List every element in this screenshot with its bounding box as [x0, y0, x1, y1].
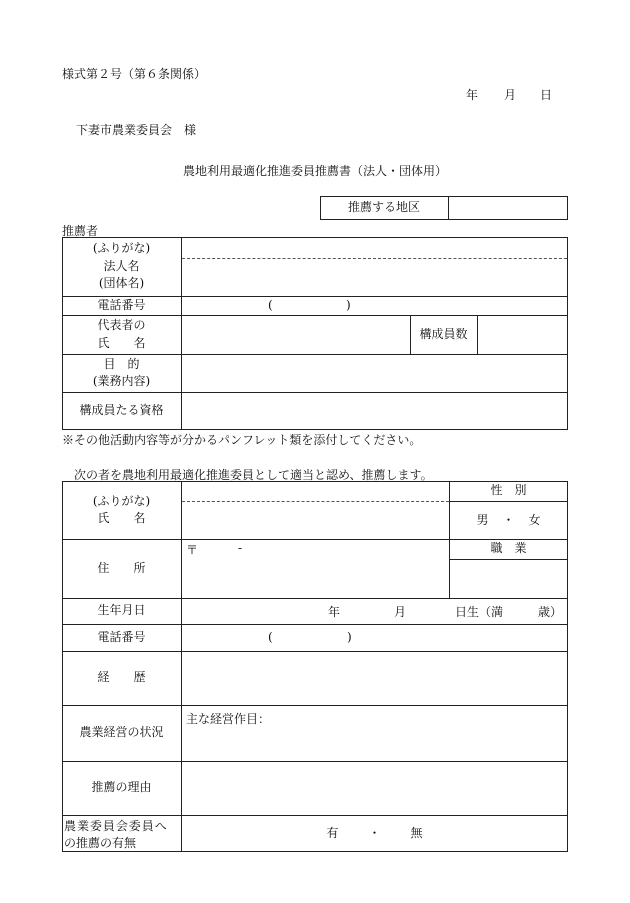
corp-furigana-label: (ふりがな) — [92, 241, 151, 256]
birth-year-label: 年 — [328, 605, 341, 619]
nominee-furigana-field[interactable] — [182, 482, 449, 501]
nominee-name-text: 氏 名 — [97, 511, 146, 525]
address-field[interactable] — [182, 558, 449, 598]
committee-nomination-label — [64, 818, 168, 853]
qualification-field[interactable] — [182, 393, 567, 430]
recommender-phone-label: 電話番号 — [97, 297, 146, 312]
nominee-name-label — [62, 481, 181, 539]
form-number: 様式第２号（第６条関係） — [62, 67, 207, 81]
nominee-intro: 次の者を農地利用最適化推進委員として適当と認め、推薦します。 — [74, 468, 433, 482]
date-year-label: 年 — [466, 88, 479, 102]
district-value-field[interactable] — [449, 197, 567, 219]
nominee-furigana-label: (ふりがな) — [92, 493, 151, 508]
corp-name-label — [62, 237, 181, 296]
recommender-section-label: 推薦者 — [62, 224, 99, 238]
reason-field[interactable] — [182, 762, 567, 815]
representative-name-field[interactable] — [182, 316, 410, 354]
postal-dash: - — [238, 541, 243, 555]
committee-nomination-label-line2: の推薦の有無 — [64, 836, 137, 851]
nomination-separator: ・ — [368, 825, 381, 840]
career-field[interactable] — [182, 652, 567, 705]
nominee-name-field[interactable] — [182, 502, 449, 539]
nominee-phone-open: ( — [268, 630, 273, 644]
birth-age-label: 歳） — [538, 605, 563, 619]
corp-name-text: 法人名 — [103, 258, 140, 273]
members-count-label: 構成員数 — [419, 326, 468, 341]
recommender-phone-open: ( — [268, 298, 273, 312]
committee-nomination-options — [182, 815, 567, 852]
qualification-label: 構成員たる資格 — [79, 403, 164, 418]
occupation-label: 職 業 — [490, 541, 527, 556]
birthdate-label: 生年月日 — [97, 603, 146, 618]
postal-mark: 〒 — [186, 543, 199, 557]
nomination-no-option[interactable]: 無 — [410, 825, 423, 840]
purpose-label — [62, 354, 181, 392]
recipient: 下妻市農業委員会 様 — [76, 123, 197, 137]
nominee-phone-close: ) — [347, 630, 352, 644]
main-crops-label: 主な経営作目： — [186, 712, 271, 726]
purpose-label-line2: (業務内容) — [92, 374, 151, 388]
members-count-field[interactable] — [478, 316, 567, 354]
document-title: 農地利用最適化推進委員推薦書（法人・団体用） — [182, 164, 447, 178]
gender-options — [449, 502, 568, 539]
committee-nomination-label-line1: 農業委員会委員へ — [64, 819, 168, 833]
birth-day-label: 日生（満 — [455, 605, 504, 619]
corp-furigana-field[interactable] — [182, 238, 567, 258]
representative-label-line2: 氏 名 — [97, 335, 146, 350]
nomination-yes-option[interactable]: 有 — [326, 825, 339, 840]
farming-status-label: 農業経営の状況 — [79, 725, 164, 740]
purpose-label-line1: 目 的 — [103, 356, 140, 371]
gender-separator: ・ — [502, 512, 515, 527]
representative-label-line1: 代表者の — [97, 318, 146, 333]
recommender-phone-close: ) — [346, 298, 351, 312]
gender-label: 性 別 — [490, 483, 527, 498]
representative-label — [62, 315, 181, 354]
occupation-field[interactable] — [450, 560, 568, 598]
gender-female-option[interactable]: 女 — [528, 512, 541, 527]
address-label: 住 所 — [97, 560, 146, 575]
group-name-text: (団体名) — [98, 276, 145, 291]
gender-male-option[interactable]: 男 — [476, 512, 489, 527]
recommender-phone-field[interactable] — [182, 296, 567, 315]
district-label: 推薦する地区 — [347, 200, 420, 215]
attachment-note: ※その他活動内容等が分かるパンフレット類を添付してください。 — [62, 433, 422, 447]
date-month-label: 月 — [504, 88, 517, 102]
birth-month-label: 月 — [394, 605, 407, 619]
corp-name-field[interactable] — [182, 259, 567, 296]
purpose-field[interactable] — [182, 355, 567, 392]
nominee-phone-label: 電話番号 — [97, 629, 146, 644]
career-label: 経 歴 — [97, 670, 146, 685]
reason-label: 推薦の理由 — [91, 780, 152, 795]
date-day-label: 日 — [540, 88, 553, 102]
